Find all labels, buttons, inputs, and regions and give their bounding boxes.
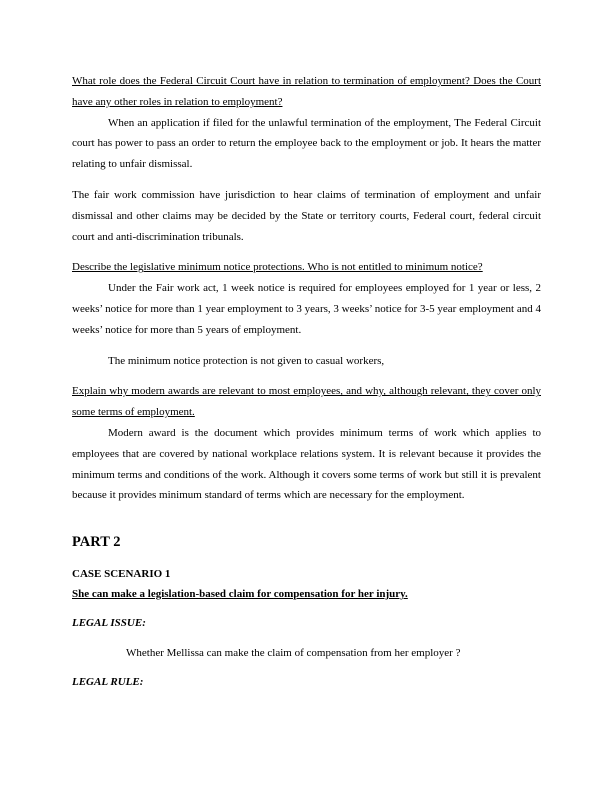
legal-issue-label: LEGAL ISSUE: <box>72 617 146 630</box>
claim-statement: She can make a legislation-based claim for compensation for her injury. <box>72 588 408 601</box>
question-minimum-notice: Describe the legislative minimum notice protections. Who is not entitled to minimum notice? <box>72 261 483 274</box>
answer-casual-workers: The minimum notice protection is not given to casual workers, <box>108 354 385 367</box>
legal-issue-text: Whether Mellissa can make the claim of compensation from her employer ? <box>126 647 461 660</box>
case-scenario-title: CASE SCENARIO 1 <box>72 568 171 581</box>
answer-minimum-notice: Under the Fair work act, 1 week notice is required for employees employed for 1 year or less, 2 weeks’ notice for more than 1 year employment to 3 years, 3 weeks’ notice for 3-5 year employment and 4 weeks’ notice for more than 5 years of employment. <box>72 282 541 336</box>
legal-rule-label: LEGAL RULE: <box>72 676 144 689</box>
answer-fair-work-commission: The fair work commission have jurisdiction to hear claims of termination of employment and unfair dismissal and other claims may be decided by the State or territory courts, Federal court, federal circuit court and anti-discrimination tribunals. <box>72 188 541 243</box>
answer-federal-circuit-court: When an application if filed for the unlawful termination of the employment, The Federal Circuit court has power to pass an order to return the employee back to the employment or job. It hears the matter relating to unfair dismissal. <box>72 116 541 171</box>
answer-modern-awards: Modern award is the document which provides minimum terms of work which applies to employees that are covered by national workplace relations system. It is relevant because it provides the minimum terms and conditions of the work. Although it covers some terms of work but still it is prevalent because it provides minimum standard of terms which are necessary for the employment. <box>72 426 541 502</box>
part-heading: PART 2 <box>72 534 121 551</box>
page-content <box>72 71 541 692</box>
question-federal-circuit-court: What role does the Federal Circuit Court have in relation to termination of employment? Does the Court have any other roles in relation to employment? <box>72 75 541 108</box>
question-modern-awards: Explain why modern awards are relevant to most employees, and why, although relevant, they cover only some terms of employment. <box>72 385 541 419</box>
